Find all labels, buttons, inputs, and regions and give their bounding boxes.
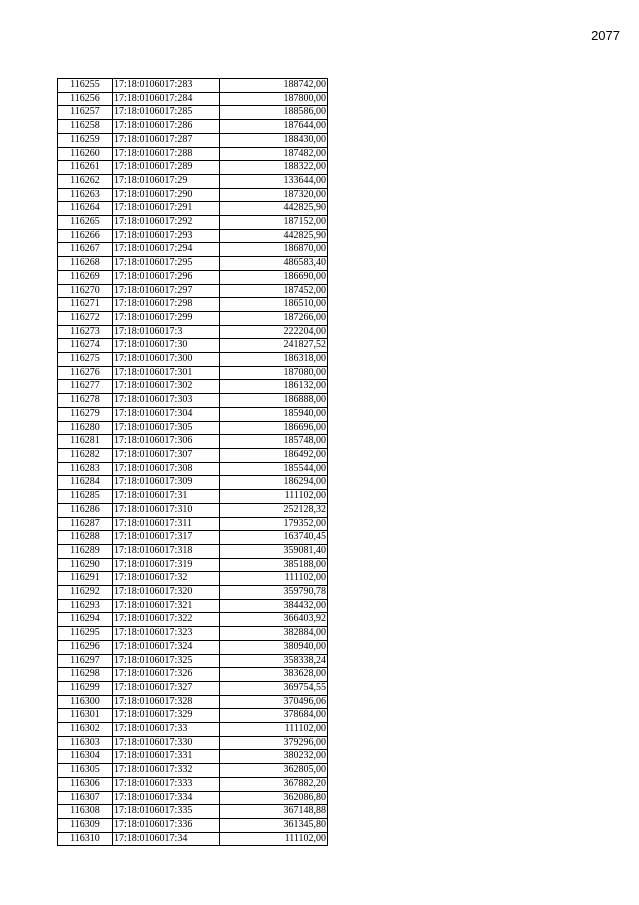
table-row (58, 777, 328, 791)
value-cell: 187320,00 (220, 188, 328, 202)
value-cell: 369754,55 (220, 681, 328, 695)
row-number-cell: 116286 (58, 503, 113, 517)
cadastral-number-cell: 17:18:0106017:31 (113, 490, 220, 504)
cadastral-number-cell: 17:18:0106017:335 (113, 805, 220, 819)
table-row (58, 366, 328, 380)
table-row (58, 79, 328, 93)
cadastral-number-cell: 17:18:0106017:306 (113, 435, 220, 449)
value-cell: 186696,00 (220, 421, 328, 435)
cadastral-number-cell: 17:18:0106017:310 (113, 503, 220, 517)
table-row (58, 531, 328, 545)
value-cell: 188322,00 (220, 161, 328, 175)
cadastral-number-cell: 17:18:0106017:331 (113, 750, 220, 764)
row-number-cell: 116280 (58, 421, 113, 435)
row-number-cell: 116288 (58, 531, 113, 545)
cadastral-number-cell: 17:18:0106017:327 (113, 681, 220, 695)
row-number-cell: 116268 (58, 257, 113, 271)
row-number-cell: 116298 (58, 668, 113, 682)
cadastral-number-cell: 17:18:0106017:307 (113, 448, 220, 462)
cadastral-number-cell: 17:18:0106017:292 (113, 216, 220, 230)
cadastral-number-cell: 17:18:0106017:298 (113, 298, 220, 312)
row-number-cell: 116294 (58, 613, 113, 627)
table-row (58, 188, 328, 202)
row-number-cell: 116293 (58, 599, 113, 613)
cadastral-number-cell: 17:18:0106017:30 (113, 339, 220, 353)
value-cell: 222204,00 (220, 325, 328, 339)
row-number-cell: 116281 (58, 435, 113, 449)
table-row (58, 92, 328, 106)
value-cell: 367882,20 (220, 777, 328, 791)
table-row (58, 764, 328, 778)
value-cell: 187644,00 (220, 120, 328, 134)
table-row (58, 640, 328, 654)
cadastral-number-cell: 17:18:0106017:317 (113, 531, 220, 545)
table-row (58, 202, 328, 216)
table-row (58, 339, 328, 353)
cadastral-number-cell: 17:18:0106017:318 (113, 544, 220, 558)
row-number-cell: 116260 (58, 147, 113, 161)
cadastral-number-cell: 17:18:0106017:329 (113, 709, 220, 723)
row-number-cell: 116282 (58, 448, 113, 462)
row-number-cell: 116304 (58, 750, 113, 764)
cadastral-number-cell: 17:18:0106017:326 (113, 668, 220, 682)
row-number-cell: 116273 (58, 325, 113, 339)
cadastral-number-cell: 17:18:0106017:330 (113, 736, 220, 750)
table-row (58, 448, 328, 462)
row-number-cell: 116257 (58, 106, 113, 120)
table-row (58, 723, 328, 737)
value-cell: 359790,78 (220, 586, 328, 600)
value-cell: 361345,80 (220, 818, 328, 832)
table-row (58, 462, 328, 476)
table-row (58, 174, 328, 188)
cadastral-number-cell: 17:18:0106017:34 (113, 832, 220, 846)
value-cell: 185544,00 (220, 462, 328, 476)
table-row (58, 380, 328, 394)
row-number-cell: 116274 (58, 339, 113, 353)
table-row (58, 736, 328, 750)
row-number-cell: 116272 (58, 311, 113, 325)
value-cell: 442825,90 (220, 202, 328, 216)
value-cell: 188430,00 (220, 133, 328, 147)
value-cell: 186294,00 (220, 476, 328, 490)
row-number-cell: 116279 (58, 407, 113, 421)
cadastral-number-cell: 17:18:0106017:3 (113, 325, 220, 339)
value-cell: 370496,06 (220, 695, 328, 709)
cadastral-number-cell: 17:18:0106017:285 (113, 106, 220, 120)
value-cell: 188742,00 (220, 79, 328, 93)
cadastral-number-cell: 17:18:0106017:304 (113, 407, 220, 421)
row-number-cell: 116302 (58, 723, 113, 737)
row-number-cell: 116297 (58, 654, 113, 668)
cadastral-number-cell: 17:18:0106017:322 (113, 613, 220, 627)
cadastral-number-cell: 17:18:0106017:33 (113, 723, 220, 737)
value-cell: 186690,00 (220, 270, 328, 284)
value-cell: 241827,52 (220, 339, 328, 353)
table-row (58, 311, 328, 325)
table-row (58, 147, 328, 161)
row-number-cell: 116284 (58, 476, 113, 490)
cadastral-number-cell: 17:18:0106017:291 (113, 202, 220, 216)
value-cell: 188586,00 (220, 106, 328, 120)
value-cell: 186888,00 (220, 394, 328, 408)
row-number-cell: 116270 (58, 284, 113, 298)
cadastral-number-cell: 17:18:0106017:32 (113, 572, 220, 586)
value-cell: 187152,00 (220, 216, 328, 230)
value-cell: 383628,00 (220, 668, 328, 682)
value-cell: 186132,00 (220, 380, 328, 394)
value-cell: 379296,00 (220, 736, 328, 750)
value-cell: 111102,00 (220, 723, 328, 737)
value-cell: 380232,00 (220, 750, 328, 764)
row-number-cell: 116301 (58, 709, 113, 723)
row-number-cell: 116261 (58, 161, 113, 175)
row-number-cell: 116291 (58, 572, 113, 586)
row-number-cell: 116258 (58, 120, 113, 134)
table-row (58, 476, 328, 490)
cadastral-number-cell: 17:18:0106017:305 (113, 421, 220, 435)
row-number-cell: 116287 (58, 517, 113, 531)
cadastral-number-cell: 17:18:0106017:332 (113, 764, 220, 778)
row-number-cell: 116300 (58, 695, 113, 709)
value-cell: 380940,00 (220, 640, 328, 654)
cadastral-number-cell: 17:18:0106017:328 (113, 695, 220, 709)
value-cell: 378684,00 (220, 709, 328, 723)
table-row (58, 681, 328, 695)
row-number-cell: 116306 (58, 777, 113, 791)
table-row (58, 572, 328, 586)
row-number-cell: 116308 (58, 805, 113, 819)
value-cell: 187482,00 (220, 147, 328, 161)
page-number: 2077 (591, 28, 620, 43)
cadastral-number-cell: 17:18:0106017:289 (113, 161, 220, 175)
value-cell: 187080,00 (220, 366, 328, 380)
row-number-cell: 116283 (58, 462, 113, 476)
table-row (58, 407, 328, 421)
row-number-cell: 116292 (58, 586, 113, 600)
row-number-cell: 116310 (58, 832, 113, 846)
cadastral-number-cell: 17:18:0106017:295 (113, 257, 220, 271)
row-number-cell: 116309 (58, 818, 113, 832)
value-cell: 384432,00 (220, 599, 328, 613)
table-row (58, 353, 328, 367)
cadastral-number-cell: 17:18:0106017:308 (113, 462, 220, 476)
table-row (58, 791, 328, 805)
row-number-cell: 116305 (58, 764, 113, 778)
table-row (58, 229, 328, 243)
value-cell: 163740,45 (220, 531, 328, 545)
table-row (58, 257, 328, 271)
row-number-cell: 116271 (58, 298, 113, 312)
table-row (58, 298, 328, 312)
table-row (58, 490, 328, 504)
cadastral-number-cell: 17:18:0106017:311 (113, 517, 220, 531)
cadastral-number-cell: 17:18:0106017:321 (113, 599, 220, 613)
row-number-cell: 116290 (58, 558, 113, 572)
table-row (58, 805, 328, 819)
table-row (58, 558, 328, 572)
value-cell: 362086,80 (220, 791, 328, 805)
value-cell: 358338,24 (220, 654, 328, 668)
table-row (58, 709, 328, 723)
cadastral-number-cell: 17:18:0106017:288 (113, 147, 220, 161)
row-number-cell: 116265 (58, 216, 113, 230)
cadastral-number-cell: 17:18:0106017:324 (113, 640, 220, 654)
table-row (58, 394, 328, 408)
row-number-cell: 116285 (58, 490, 113, 504)
value-cell: 111102,00 (220, 832, 328, 846)
row-number-cell: 116263 (58, 188, 113, 202)
row-number-cell: 116259 (58, 133, 113, 147)
row-number-cell: 116255 (58, 79, 113, 93)
value-cell: 111102,00 (220, 572, 328, 586)
cadastral-number-cell: 17:18:0106017:297 (113, 284, 220, 298)
cadastral-number-cell: 17:18:0106017:294 (113, 243, 220, 257)
value-cell: 186492,00 (220, 448, 328, 462)
row-number-cell: 116262 (58, 174, 113, 188)
value-cell: 359081,40 (220, 544, 328, 558)
value-cell: 185940,00 (220, 407, 328, 421)
cadastral-number-cell: 17:18:0106017:290 (113, 188, 220, 202)
table-row (58, 613, 328, 627)
cadastral-number-cell: 17:18:0106017:319 (113, 558, 220, 572)
value-cell: 133644,00 (220, 174, 328, 188)
value-cell: 252128,32 (220, 503, 328, 517)
cadastral-number-cell: 17:18:0106017:334 (113, 791, 220, 805)
value-cell: 362805,00 (220, 764, 328, 778)
row-number-cell: 116266 (58, 229, 113, 243)
cadastral-number-cell: 17:18:0106017:325 (113, 654, 220, 668)
cadastral-number-cell: 17:18:0106017:284 (113, 92, 220, 106)
table-row (58, 421, 328, 435)
value-cell: 186510,00 (220, 298, 328, 312)
row-number-cell: 116276 (58, 366, 113, 380)
cadastral-number-cell: 17:18:0106017:29 (113, 174, 220, 188)
row-number-cell: 116303 (58, 736, 113, 750)
table-row (58, 544, 328, 558)
table-row (58, 586, 328, 600)
row-number-cell: 116275 (58, 353, 113, 367)
value-cell: 382884,00 (220, 627, 328, 641)
row-number-cell: 116295 (58, 627, 113, 641)
value-cell: 187800,00 (220, 92, 328, 106)
table-row (58, 133, 328, 147)
table-row (58, 695, 328, 709)
cadastral-number-cell: 17:18:0106017:323 (113, 627, 220, 641)
value-cell: 185748,00 (220, 435, 328, 449)
registry-table-body (58, 79, 328, 846)
table-row (58, 668, 328, 682)
table-row (58, 243, 328, 257)
table-row (58, 106, 328, 120)
table-row (58, 750, 328, 764)
cadastral-number-cell: 17:18:0106017:333 (113, 777, 220, 791)
cadastral-number-cell: 17:18:0106017:293 (113, 229, 220, 243)
value-cell: 111102,00 (220, 490, 328, 504)
cadastral-number-cell: 17:18:0106017:300 (113, 353, 220, 367)
row-number-cell: 116296 (58, 640, 113, 654)
row-number-cell: 116256 (58, 92, 113, 106)
row-number-cell: 116278 (58, 394, 113, 408)
table-row (58, 270, 328, 284)
table-row (58, 627, 328, 641)
table-row (58, 818, 328, 832)
table-row (58, 435, 328, 449)
value-cell: 187452,00 (220, 284, 328, 298)
cadastral-number-cell: 17:18:0106017:287 (113, 133, 220, 147)
table-row (58, 161, 328, 175)
row-number-cell: 116269 (58, 270, 113, 284)
cadastral-number-cell: 17:18:0106017:309 (113, 476, 220, 490)
row-number-cell: 116289 (58, 544, 113, 558)
value-cell: 186318,00 (220, 353, 328, 367)
cadastral-number-cell: 17:18:0106017:320 (113, 586, 220, 600)
table-row (58, 216, 328, 230)
value-cell: 442825,90 (220, 229, 328, 243)
value-cell: 366403,92 (220, 613, 328, 627)
cadastral-number-cell: 17:18:0106017:301 (113, 366, 220, 380)
value-cell: 367148,88 (220, 805, 328, 819)
row-number-cell: 116264 (58, 202, 113, 216)
table-row (58, 284, 328, 298)
value-cell: 186870,00 (220, 243, 328, 257)
table-row (58, 832, 328, 846)
value-cell: 486583,40 (220, 257, 328, 271)
cadastral-number-cell: 17:18:0106017:302 (113, 380, 220, 394)
row-number-cell: 116299 (58, 681, 113, 695)
table-row (58, 517, 328, 531)
table-row (58, 599, 328, 613)
cadastral-number-cell: 17:18:0106017:336 (113, 818, 220, 832)
value-cell: 385188,00 (220, 558, 328, 572)
row-number-cell: 116277 (58, 380, 113, 394)
row-number-cell: 116307 (58, 791, 113, 805)
table-row (58, 325, 328, 339)
table-row (58, 654, 328, 668)
cadastral-number-cell: 17:18:0106017:286 (113, 120, 220, 134)
table-row (58, 120, 328, 134)
cadastral-number-cell: 17:18:0106017:299 (113, 311, 220, 325)
cadastral-number-cell: 17:18:0106017:303 (113, 394, 220, 408)
cadastral-number-cell: 17:18:0106017:296 (113, 270, 220, 284)
value-cell: 187266,00 (220, 311, 328, 325)
value-cell: 179352,00 (220, 517, 328, 531)
cadastral-number-cell: 17:18:0106017:283 (113, 79, 220, 93)
row-number-cell: 116267 (58, 243, 113, 257)
table-row (58, 503, 328, 517)
registry-table (57, 78, 328, 846)
